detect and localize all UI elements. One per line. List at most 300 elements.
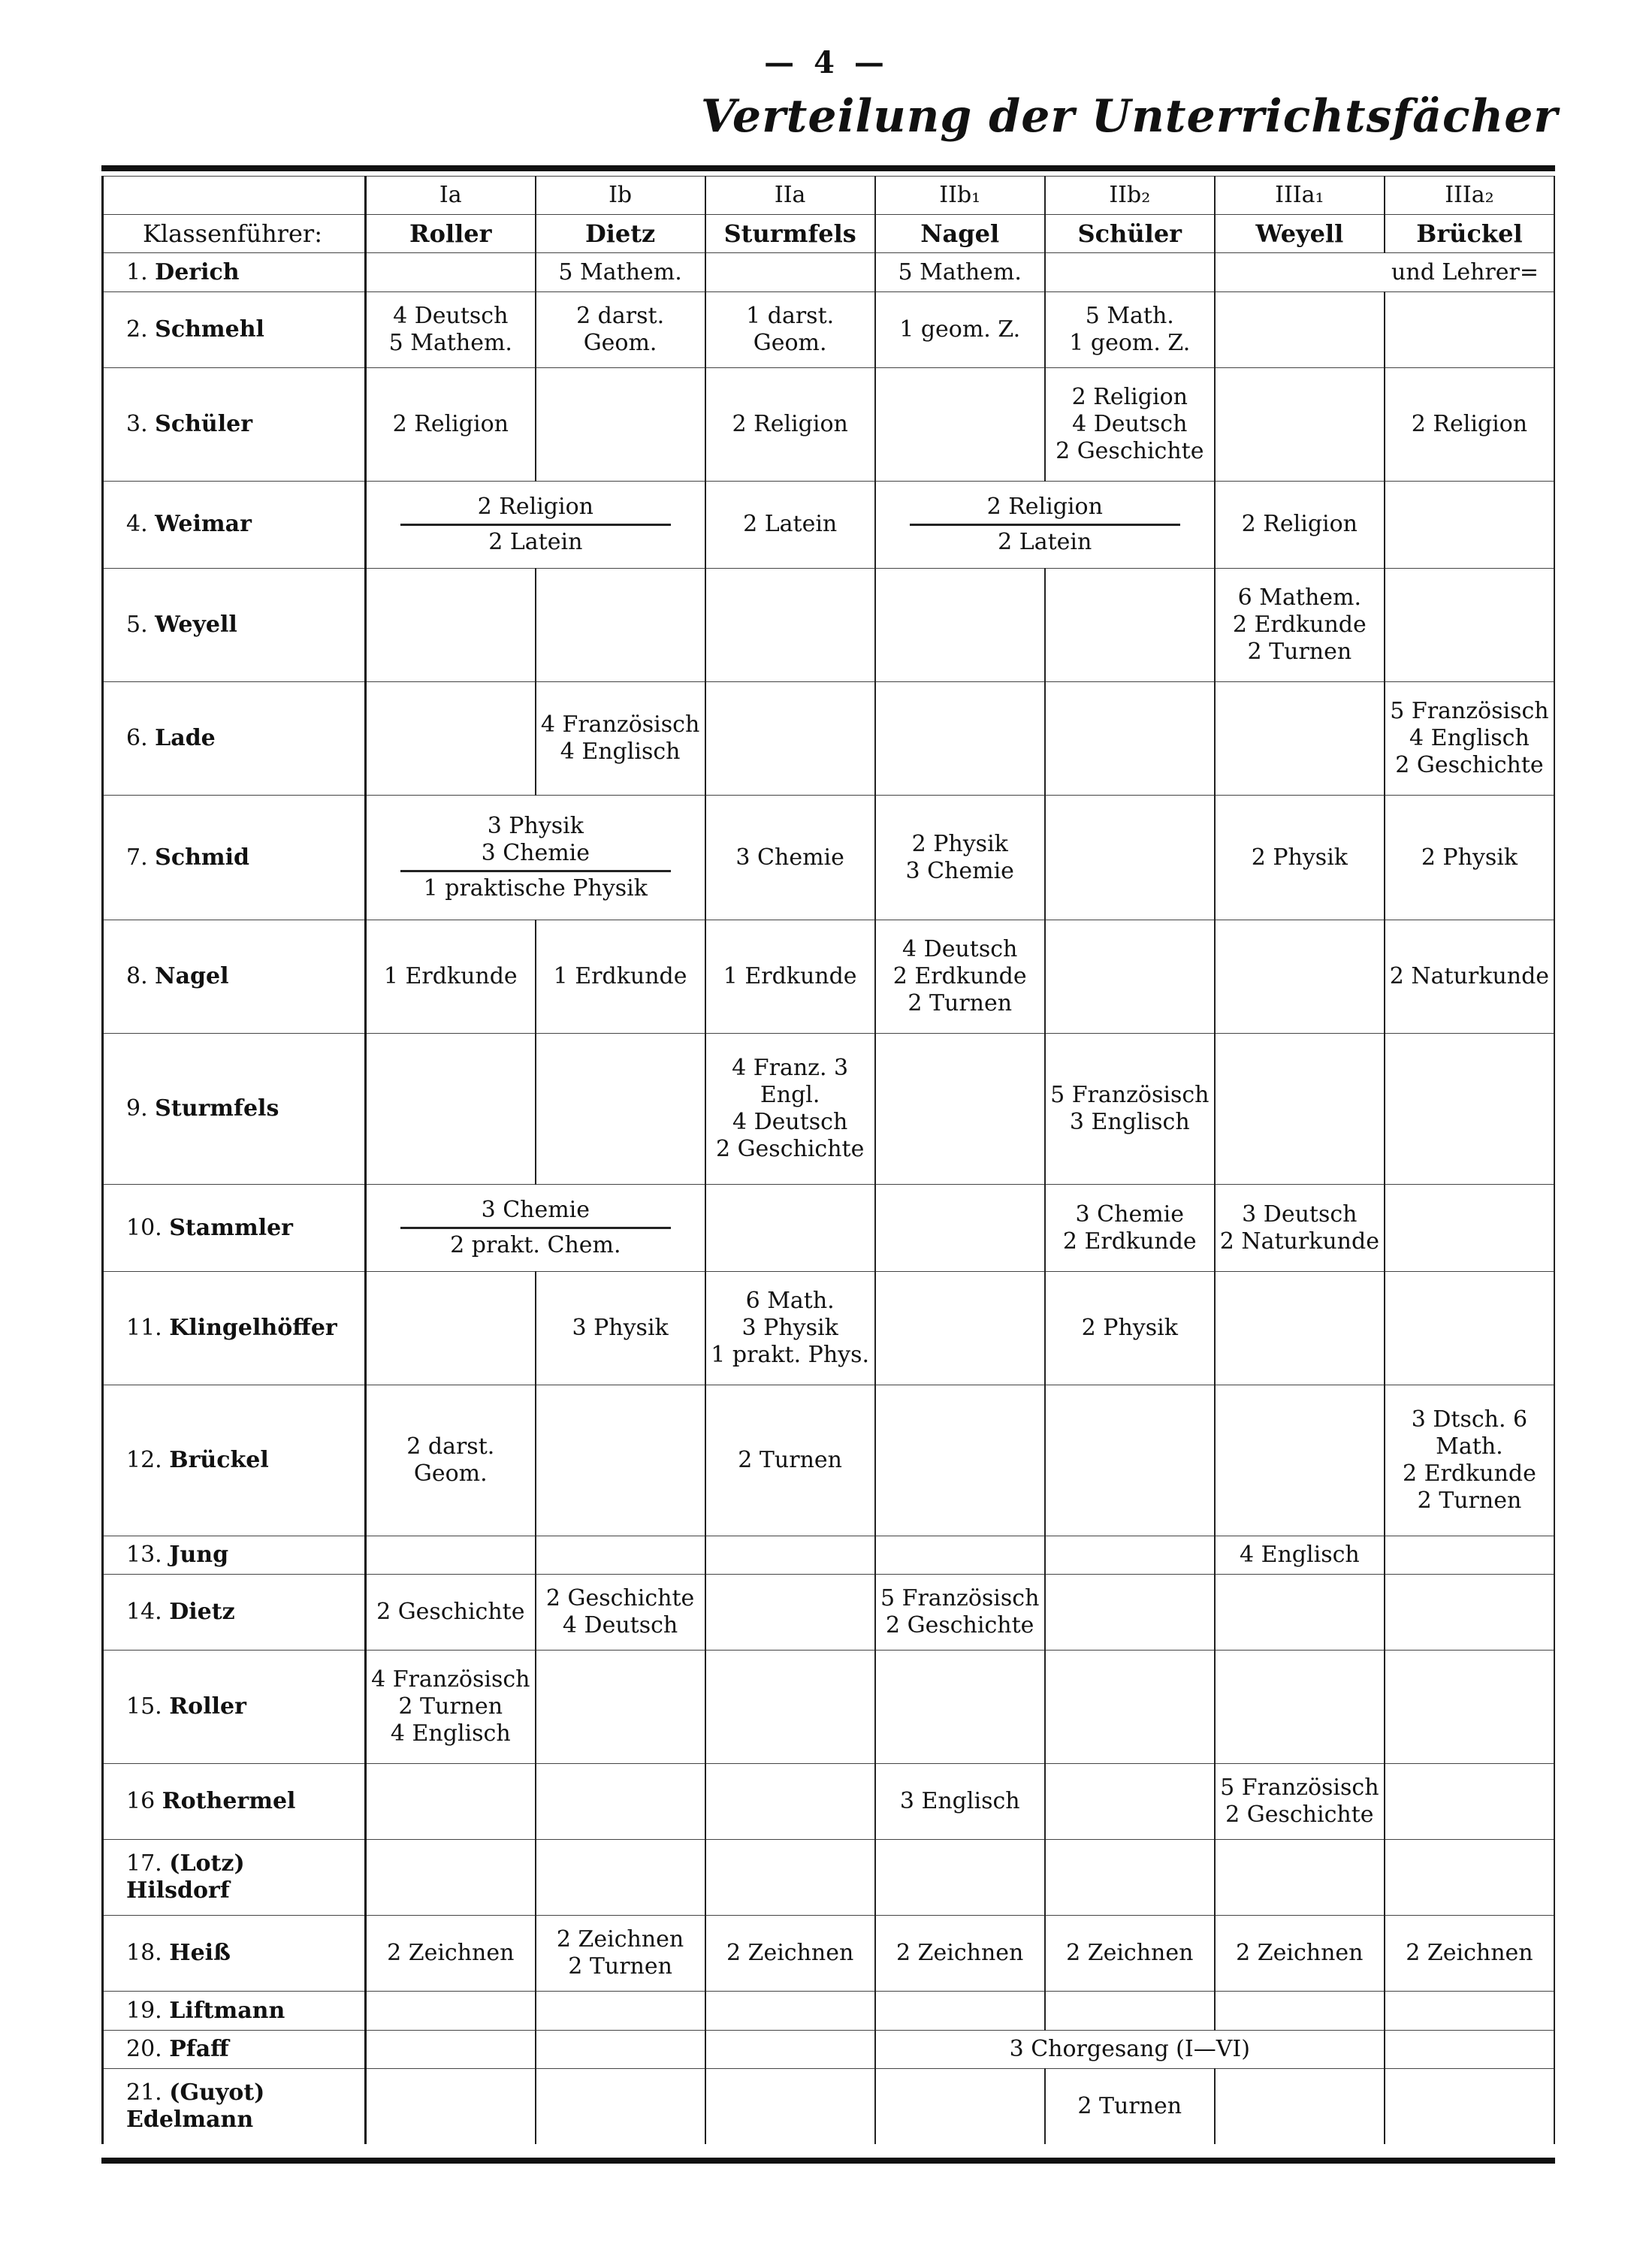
subject-cell bbox=[1215, 1992, 1385, 2030]
cell-text: 3 Physik bbox=[572, 1315, 669, 1342]
teacher-number: 8. bbox=[126, 963, 156, 990]
teacher-cell bbox=[103, 1764, 366, 1840]
subject-cell bbox=[875, 569, 1045, 682]
subject-cell bbox=[1045, 1536, 1215, 1574]
cell-text: 2 Zeichnen bbox=[1406, 1940, 1533, 1967]
cell-text: 1 darst. Geom. bbox=[746, 302, 835, 356]
subject-cell bbox=[1385, 1840, 1554, 1916]
subject-cell bbox=[705, 1575, 875, 1651]
subject-cell bbox=[1215, 367, 1385, 481]
subject-cell bbox=[536, 682, 705, 796]
teacher-name: Schüler bbox=[155, 410, 253, 437]
teacher-row bbox=[103, 1536, 1555, 1574]
subject-cell bbox=[536, 1764, 705, 1840]
teacher-row bbox=[103, 253, 1555, 291]
subject-cell bbox=[705, 569, 875, 682]
subject-cell bbox=[1045, 1916, 1215, 1992]
subject-cell bbox=[875, 920, 1045, 1034]
distribution-table bbox=[101, 176, 1555, 2144]
teacher-cell bbox=[103, 1385, 366, 1536]
subject-cell bbox=[1385, 1916, 1554, 1992]
teacher-name: Weimar bbox=[155, 511, 252, 538]
subject-cell bbox=[536, 1536, 705, 1574]
teacher-row bbox=[103, 1184, 1555, 1271]
subject-cell bbox=[1385, 682, 1554, 796]
subject-cell bbox=[1045, 1651, 1215, 1764]
teacher-row bbox=[103, 1385, 1555, 1536]
subject-cell bbox=[875, 1184, 1045, 1271]
subject-cell bbox=[705, 1651, 875, 1764]
subject-cell bbox=[536, 569, 705, 682]
class-leader-cell: Schüler bbox=[1045, 215, 1215, 253]
subject-cell bbox=[1385, 1536, 1554, 1574]
teacher-cell bbox=[103, 253, 366, 291]
subject-cell bbox=[875, 682, 1045, 796]
teacher-number: 21. bbox=[126, 2079, 170, 2106]
subject-cell bbox=[705, 1272, 875, 1385]
teacher-name: Pfaff bbox=[169, 2035, 229, 2062]
subject-cell bbox=[1215, 1840, 1385, 1916]
subject-cell bbox=[366, 1536, 536, 1574]
subject-cell bbox=[705, 2030, 875, 2068]
cell-text: 3 Chemie 2 Erdkunde bbox=[1062, 1201, 1197, 1255]
subject-cell bbox=[705, 291, 875, 367]
subject-cell bbox=[366, 1992, 536, 2030]
subject-cell bbox=[536, 1651, 705, 1764]
subject-cell bbox=[1045, 1992, 1215, 2030]
subject-cell bbox=[875, 1840, 1045, 1916]
subject-cell bbox=[536, 1992, 705, 2030]
cell-text: 2 Zeichnen bbox=[726, 1940, 854, 1967]
brace-line bbox=[400, 1227, 671, 1229]
teacher-name: (Guyot) Edelmann bbox=[126, 2079, 265, 2133]
class-leader-label: Klassenführer: bbox=[103, 215, 366, 253]
teacher-cell bbox=[103, 569, 366, 682]
cell-text: 2 Turnen bbox=[1077, 2092, 1182, 2119]
cell-text: 4 Französisch 2 Turnen 4 Englisch bbox=[371, 1666, 530, 1747]
cell-text: 4 Deutsch 2 Erdkunde 2 Turnen bbox=[892, 936, 1027, 1017]
subject-cell bbox=[705, 920, 875, 1034]
teacher-name: Jung bbox=[169, 1542, 229, 1569]
subject-cell bbox=[705, 253, 875, 291]
combined-subject-wrap bbox=[367, 482, 705, 568]
teacher-number: 6. bbox=[126, 724, 156, 751]
teacher-cell bbox=[103, 481, 366, 568]
teacher-number: 5. bbox=[126, 612, 156, 639]
cell-text: 2 Physik 3 Chemie bbox=[905, 830, 1014, 884]
class-header-cell: IIb₁ bbox=[875, 177, 1045, 215]
subject-cell bbox=[1045, 253, 1215, 291]
teacher-cell bbox=[103, 2068, 366, 2144]
subject-cell bbox=[705, 1034, 875, 1185]
subject-cell bbox=[366, 291, 536, 367]
teacher-row bbox=[103, 795, 1555, 920]
subject-cell bbox=[366, 1764, 536, 1840]
teacher-name: Schmid bbox=[155, 844, 250, 871]
subject-cell bbox=[1385, 1651, 1554, 1764]
teacher-number: 7. bbox=[126, 844, 156, 871]
subject-cell bbox=[875, 1651, 1045, 1764]
combined-subject-wrap bbox=[367, 1185, 705, 1271]
teacher-row bbox=[103, 920, 1555, 1034]
subject-cell bbox=[1215, 1764, 1385, 1840]
subject-cell bbox=[1045, 291, 1215, 367]
subject-cell bbox=[705, 1764, 875, 1840]
subject-cell bbox=[366, 2030, 536, 2068]
cell-text: 2 Zeichnen 2 Turnen bbox=[556, 1926, 684, 1980]
cell-text: 3 Dtsch. 6 Math. 2 Erdkunde 2 Turnen bbox=[1403, 1406, 1536, 1514]
subject-cell bbox=[536, 920, 705, 1034]
teacher-row bbox=[103, 2030, 1555, 2068]
teacher-number: 18. bbox=[126, 1940, 170, 1967]
class-header-row bbox=[103, 177, 1555, 215]
class-leader-cell: Brückel bbox=[1385, 215, 1554, 253]
subject-cell: 5 Mathem. bbox=[875, 253, 1045, 291]
teacher-number: 1. bbox=[126, 258, 156, 285]
cell-text: 1 Erdkunde bbox=[553, 963, 687, 990]
cell-text: 1 geom. Z. bbox=[899, 316, 1021, 343]
cell-text: 4 Französisch 4 Englisch bbox=[540, 711, 700, 765]
class-header-cell: IIIa₂ bbox=[1385, 177, 1554, 215]
subject-cell bbox=[536, 2068, 705, 2144]
subject-cell bbox=[1215, 1272, 1385, 1385]
cell-text: 2 Physik bbox=[1081, 1315, 1178, 1342]
teacher-number: 20. bbox=[126, 2035, 170, 2062]
subject-cell: 5 Mathem. bbox=[536, 253, 705, 291]
subject-cell bbox=[705, 1840, 875, 1916]
cell-text: 6 Mathem. 2 Erdkunde 2 Turnen bbox=[1232, 584, 1367, 666]
subject-cell bbox=[366, 367, 536, 481]
teacher-cell bbox=[103, 1536, 366, 1574]
subject-cell bbox=[366, 920, 536, 1034]
subject-cell bbox=[1045, 1034, 1215, 1185]
teacher-cell bbox=[103, 1651, 366, 1764]
combined-subject-cell bbox=[366, 481, 705, 568]
subject-cell bbox=[536, 291, 705, 367]
subject-cell bbox=[705, 2068, 875, 2144]
subject-cell bbox=[1045, 795, 1215, 920]
subject-cell bbox=[875, 1385, 1045, 1536]
subject-cell bbox=[366, 682, 536, 796]
subject-cell bbox=[1215, 920, 1385, 1034]
teacher-name: Roller bbox=[169, 1693, 246, 1720]
teacher-cell bbox=[103, 920, 366, 1034]
teacher-number: 14. bbox=[126, 1599, 170, 1626]
subject-cell bbox=[1045, 1385, 1215, 1536]
teacher-row bbox=[103, 1575, 1555, 1651]
combined-subject-bottom: 2 Latein bbox=[998, 528, 1092, 555]
subject-cell bbox=[875, 1575, 1045, 1651]
cell-text: 2 Physik bbox=[1251, 844, 1348, 871]
cell-text: 2 darst. Geom. bbox=[406, 1433, 495, 1487]
top-rule bbox=[101, 165, 1555, 171]
subject-cell bbox=[536, 367, 705, 481]
subject-cell bbox=[1385, 1992, 1554, 2030]
page-number: — 4 — bbox=[764, 45, 889, 80]
brace-line bbox=[400, 870, 671, 872]
teacher-row bbox=[103, 1034, 1555, 1185]
subject-cell bbox=[1215, 1575, 1385, 1651]
bottom-rule bbox=[101, 2158, 1555, 2164]
subject-cell bbox=[875, 1536, 1045, 1574]
class-header-cell: IIIa₁ bbox=[1215, 177, 1385, 215]
combined-subject-bottom: 2 Latein bbox=[488, 528, 583, 555]
subject-cell bbox=[1385, 569, 1554, 682]
subject-cell bbox=[536, 1272, 705, 1385]
teacher-row bbox=[103, 1992, 1555, 2030]
class-header-cell: Ia bbox=[366, 177, 536, 215]
cell-text: 2 Turnen bbox=[738, 1447, 842, 1473]
subject-cell: 2 Latein bbox=[705, 481, 875, 568]
subject-cell bbox=[366, 1034, 536, 1185]
subject-cell bbox=[536, 1034, 705, 1185]
header-corner bbox=[103, 177, 366, 215]
page-title: Verteilung der Unterrichtsfächer bbox=[700, 90, 1558, 143]
subject-cell bbox=[705, 1536, 875, 1574]
subject-cell bbox=[536, 1916, 705, 1992]
subject-cell bbox=[1045, 1575, 1215, 1651]
teacher-cell bbox=[103, 1840, 366, 1916]
subject-cell bbox=[366, 1272, 536, 1385]
combined-subject-top: 3 Chemie bbox=[481, 1197, 590, 1223]
teacher-number: 17. bbox=[126, 1850, 170, 1877]
subject-cell bbox=[1215, 1916, 1385, 1992]
subject-cell bbox=[1385, 2068, 1554, 2144]
teacher-row bbox=[103, 1651, 1555, 1764]
cell-text: 2 Religion bbox=[732, 410, 848, 437]
subject-cell bbox=[875, 1272, 1045, 1385]
class-leader-cell: Roller bbox=[366, 215, 536, 253]
teacher-name: Dietz bbox=[169, 1599, 235, 1626]
cell-text: 1 Erdkunde bbox=[383, 963, 518, 990]
cell-text: 4 Englisch bbox=[1239, 1542, 1360, 1569]
teacher-name: Heiß bbox=[169, 1940, 231, 1967]
cell-text: 5 Französisch 3 Englisch bbox=[1050, 1081, 1210, 1135]
teacher-number: 16 bbox=[126, 1788, 162, 1815]
subject-cell bbox=[705, 1184, 875, 1271]
subject-cell bbox=[1385, 920, 1554, 1034]
cell-text: 6 Math. 3 Physik 1 prakt. Phys. bbox=[711, 1288, 870, 1369]
cell-text: 2 Religion bbox=[1411, 410, 1528, 437]
teacher-number: 19. bbox=[126, 1997, 170, 2024]
subject-cell bbox=[1215, 2068, 1385, 2144]
cell-text: 2 Zeichnen bbox=[387, 1940, 515, 1967]
subject-cell bbox=[1045, 569, 1215, 682]
teacher-name: Brückel bbox=[169, 1447, 269, 1473]
teacher-cell bbox=[103, 1575, 366, 1651]
cell-text: 4 Franz. 3 Engl. 4 Deutsch 2 Geschichte bbox=[715, 1054, 865, 1162]
combined-subject-top: 2 Religion bbox=[477, 493, 593, 520]
subject-cell bbox=[1215, 1536, 1385, 1574]
subject-cell bbox=[875, 1034, 1045, 1185]
subject-cell bbox=[875, 1992, 1045, 2030]
subject-cell bbox=[1385, 1575, 1554, 1651]
teacher-number: 15. bbox=[126, 1693, 170, 1720]
teacher-row bbox=[103, 1840, 1555, 1916]
teacher-name: Lade bbox=[155, 724, 216, 751]
brace-line bbox=[910, 524, 1180, 526]
subject-cell bbox=[1045, 682, 1215, 796]
subject-cell bbox=[875, 1916, 1045, 1992]
subject-cell bbox=[1215, 1385, 1385, 1536]
subject-cell bbox=[1385, 795, 1554, 920]
subject-cell bbox=[705, 795, 875, 920]
subject-cell bbox=[536, 1840, 705, 1916]
subject-cell-spanning: und Lehrer= bbox=[1215, 253, 1554, 291]
teacher-row bbox=[103, 291, 1555, 367]
class-header-cell: IIa bbox=[705, 177, 875, 215]
teacher-name: Derich bbox=[155, 258, 240, 285]
subject-cell bbox=[875, 367, 1045, 481]
subject-cell bbox=[705, 1992, 875, 2030]
cell-text: 5 Französisch 2 Geschichte bbox=[1220, 1774, 1379, 1829]
teacher-row bbox=[103, 2068, 1555, 2144]
subject-cell bbox=[1215, 1184, 1385, 1271]
cell-text: 3 Deutsch 2 Naturkunde bbox=[1219, 1201, 1379, 1255]
subject-cell bbox=[366, 1916, 536, 1992]
subject-cell bbox=[366, 1385, 536, 1536]
subject-cell bbox=[1385, 2030, 1554, 2068]
class-leader-cell: Nagel bbox=[875, 215, 1045, 253]
cell-text: 2 Zeichnen bbox=[1236, 1940, 1364, 1967]
subject-cell bbox=[1215, 682, 1385, 796]
subject-cell bbox=[1385, 1034, 1554, 1185]
subject-cell bbox=[1215, 291, 1385, 367]
distribution-table-frame bbox=[101, 165, 1555, 2164]
teacher-number: 4. bbox=[126, 511, 156, 538]
teacher-name: Liftmann bbox=[169, 1997, 285, 2024]
subject-cell bbox=[1385, 367, 1554, 481]
teacher-cell bbox=[103, 682, 366, 796]
subject-cell bbox=[366, 569, 536, 682]
teacher-cell bbox=[103, 1272, 366, 1385]
subject-cell bbox=[875, 2068, 1045, 2144]
cell-text: 5 Französisch 4 Englisch 2 Geschichte bbox=[1390, 697, 1549, 778]
teacher-number: 13. bbox=[126, 1542, 170, 1569]
subject-cell bbox=[1045, 2068, 1215, 2144]
teacher-number: 10. bbox=[126, 1214, 170, 1241]
combined-subject-wrap bbox=[876, 482, 1214, 568]
subject-cell bbox=[366, 253, 536, 291]
teacher-name: Sturmfels bbox=[155, 1095, 279, 1122]
subject-cell bbox=[1215, 569, 1385, 682]
teacher-cell bbox=[103, 2030, 366, 2068]
subject-cell: 2 Religion bbox=[1215, 481, 1385, 568]
teacher-row bbox=[103, 367, 1555, 481]
cell-text: 5 Französisch 2 Geschichte bbox=[880, 1585, 1040, 1639]
subject-cell bbox=[705, 682, 875, 796]
subject-cell bbox=[875, 291, 1045, 367]
cell-text: 2 Religion bbox=[392, 410, 509, 437]
subject-cell bbox=[1045, 367, 1215, 481]
teacher-number: 9. bbox=[126, 1095, 156, 1122]
subject-cell bbox=[366, 2068, 536, 2144]
teacher-cell bbox=[103, 1992, 366, 2030]
teacher-name: Rothermel bbox=[162, 1788, 296, 1815]
cell-text: 2 darst. Geom. bbox=[576, 302, 665, 356]
cell-text: 2 Geschichte 4 Deutsch bbox=[545, 1585, 695, 1639]
subject-cell bbox=[875, 1764, 1045, 1840]
teacher-cell bbox=[103, 367, 366, 481]
teacher-row bbox=[103, 569, 1555, 682]
cell-text: 1 Erdkunde bbox=[723, 963, 857, 990]
subject-cell bbox=[1045, 1764, 1215, 1840]
subject-cell bbox=[536, 1385, 705, 1536]
class-header-cell: Ib bbox=[536, 177, 705, 215]
cell-text: 3 Chemie bbox=[735, 844, 844, 871]
subject-cell bbox=[1045, 1184, 1215, 1271]
cell-text: 2 Geschichte bbox=[376, 1599, 525, 1626]
brace-line bbox=[400, 524, 671, 526]
subject-cell bbox=[366, 1651, 536, 1764]
combined-subject-top: 2 Religion bbox=[986, 493, 1103, 520]
combined-subject-bottom: 2 prakt. Chem. bbox=[450, 1232, 621, 1258]
subject-cell bbox=[1385, 481, 1554, 568]
subject-cell bbox=[1215, 1034, 1385, 1185]
teacher-number: 12. bbox=[126, 1447, 170, 1473]
teacher-name: Schmehl bbox=[155, 316, 264, 343]
subject-cell bbox=[536, 2030, 705, 2068]
teacher-cell bbox=[103, 1034, 366, 1185]
teacher-number: 11. bbox=[126, 1315, 170, 1342]
class-leader-cell: Sturmfels bbox=[705, 215, 875, 253]
teacher-name: Stammler bbox=[169, 1214, 293, 1241]
teacher-row bbox=[103, 682, 1555, 796]
teacher-cell bbox=[103, 1184, 366, 1271]
subject-cell bbox=[1385, 291, 1554, 367]
teacher-name: Nagel bbox=[155, 963, 229, 990]
class-leader-cell: Dietz bbox=[536, 215, 705, 253]
teacher-row bbox=[103, 1272, 1555, 1385]
cell-text: 2 Religion 4 Deutsch 2 Geschichte bbox=[1056, 383, 1204, 464]
subject-cell bbox=[1385, 1184, 1554, 1271]
teacher-row bbox=[103, 1764, 1555, 1840]
subject-cell bbox=[705, 1385, 875, 1536]
cell-text: 2 Zeichnen bbox=[1066, 1940, 1194, 1967]
subject-cell bbox=[705, 1916, 875, 1992]
cell-text: 5 Math. 1 geom. Z. bbox=[1069, 302, 1191, 356]
subject-cell bbox=[1385, 1764, 1554, 1840]
subject-cell bbox=[1215, 795, 1385, 920]
combined-subject-wrap bbox=[367, 796, 705, 920]
cell-text: 2 Physik bbox=[1421, 844, 1518, 871]
cell-text: 2 Zeichnen bbox=[896, 1940, 1024, 1967]
combined-subject-bottom: 1 praktische Physik bbox=[423, 875, 648, 902]
class-leader-row bbox=[103, 215, 1555, 253]
class-leader-cell: Weyell bbox=[1215, 215, 1385, 253]
teacher-number: 2. bbox=[126, 316, 156, 343]
cell-text: 3 Englisch bbox=[899, 1788, 1020, 1815]
teacher-name: Weyell bbox=[155, 612, 237, 639]
subject-cell bbox=[536, 1575, 705, 1651]
subject-cell bbox=[1215, 1651, 1385, 1764]
teacher-name: (Lotz) Hilsdorf bbox=[126, 1850, 245, 1904]
teacher-cell bbox=[103, 1916, 366, 1992]
teacher-number: 3. bbox=[126, 410, 156, 437]
teacher-cell bbox=[103, 291, 366, 367]
subject-cell-spanning: 3 Chorgesang (I—VI) bbox=[875, 2030, 1385, 2068]
combined-subject-cell bbox=[366, 1184, 705, 1271]
subject-cell bbox=[366, 1840, 536, 1916]
teacher-name: Klingelhöffer bbox=[169, 1315, 337, 1342]
combined-subject-cell bbox=[366, 795, 705, 920]
cell-text: 4 Deutsch 5 Mathem. bbox=[388, 302, 512, 356]
cell-text: 2 Naturkunde bbox=[1389, 963, 1550, 990]
combined-subject-cell bbox=[875, 481, 1215, 568]
teacher-cell bbox=[103, 795, 366, 920]
combined-subject-top: 3 Physik 3 Chemie bbox=[481, 813, 590, 867]
subject-cell bbox=[1385, 1385, 1554, 1536]
